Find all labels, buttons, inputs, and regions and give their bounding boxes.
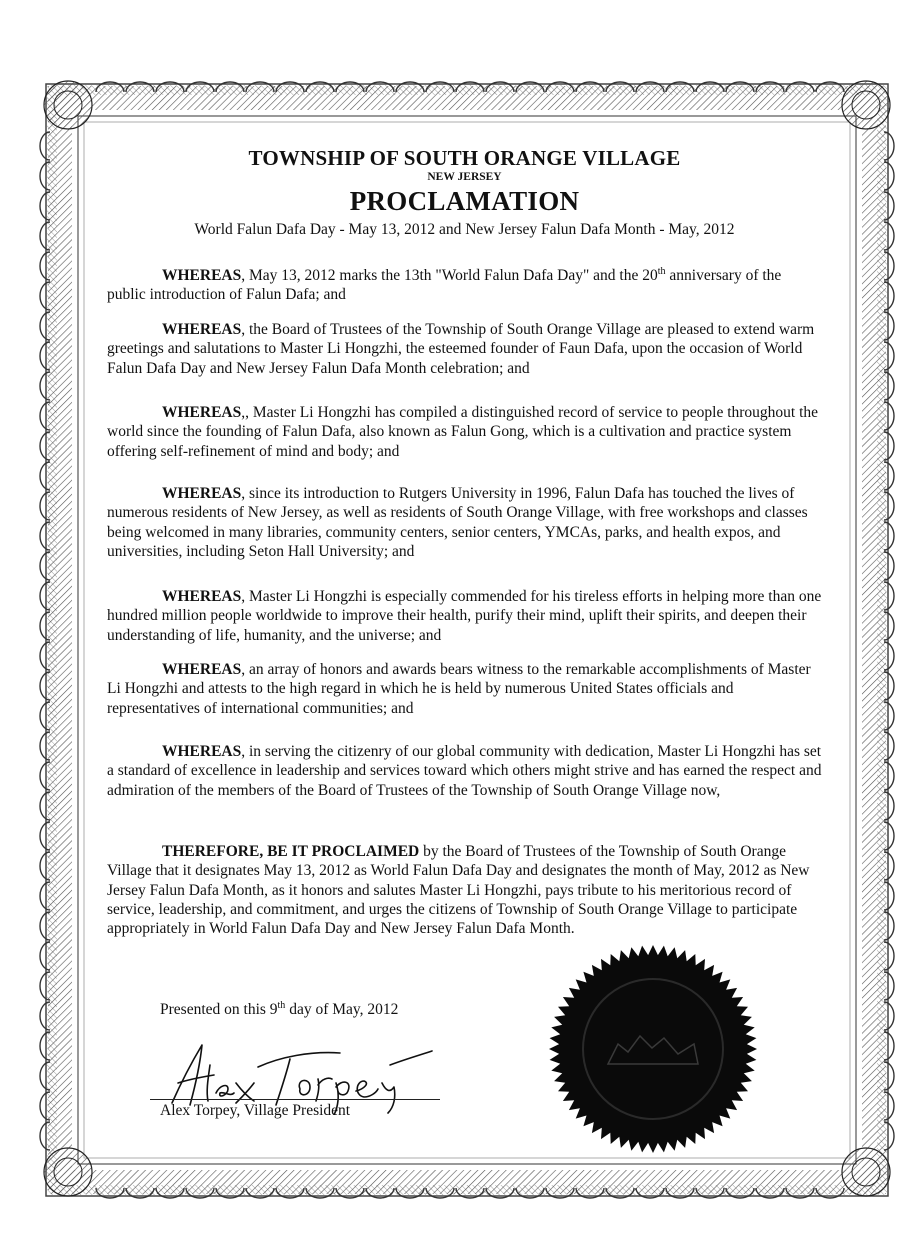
paragraph-lead: WHEREAS [162, 661, 242, 678]
township-heading: TOWNSHIP OF SOUTH ORANGE VILLAGE [248, 146, 681, 170]
paragraph-lead: WHEREAS [162, 404, 242, 421]
paragraph-lead: WHEREAS [162, 743, 242, 760]
whereas-paragraph-7 [107, 742, 822, 800]
state-heading: NEW JERSEY [427, 171, 502, 183]
paragraph-text: ,, Master Li Hongzhi has compiled a distinguished record of service to people throughout the world since the founding of Falun Dafa, also known as Falun Gong, which is a cultivation and practice system offering self-refinement of mind and body; and [107, 404, 819, 460]
ordinal-suffix: th [657, 266, 666, 277]
presented-text: day of May, 2012 [285, 1001, 399, 1019]
whereas-paragraph-2 [107, 320, 822, 378]
paragraph-text: by the Board of Trustees of the Township of South Orange Village that it designates May 13, 2012 as World Falun Dafa Day and designates the month of May, 2012 as New Jersey Falun Dafa Month, as it honors and salutes Master Li Hongzhi, pays tribute to his meritorious record of service, leadership, and commitment, and urges the citizens of Township of South Orange Village to participate appropriately in World Falun Dafa Day and New Jersey Falun Dafa Month. [107, 843, 810, 938]
paragraph-lead: WHEREAS [162, 321, 242, 338]
document-body [107, 146, 822, 938]
whereas-paragraph-6 [107, 660, 822, 718]
signature-line [150, 1099, 440, 1100]
presented-date [160, 1000, 398, 1019]
paragraph-text: , May 13, 2012 marks the 13th "World Falun Dafa Day" and the 20 [241, 267, 658, 285]
ordinal-suffix: th [277, 1000, 286, 1011]
paragraph-lead: THEREFORE, BE IT PROCLAIMED [162, 843, 420, 860]
paragraph-text: , the Board of Trustees of the Township of South Orange Village are pleased to extend warm greetings and salutations to Master Li Hongzhi, the esteemed founder of Faun Dafa, upon the occasion of World Falun Dafa Day and New Jersey Falun Dafa Month celebration; and [107, 321, 815, 377]
notary-seal-icon [548, 944, 758, 1154]
paragraph-text: , an array of honors and awards bears witness to the remarkable accomplishments of Master Li Hongzhi and attests to the high regard in which he is held by numerous United States officials and representatives of international communities; and [107, 661, 811, 717]
therefore-paragraph [107, 842, 822, 938]
whereas-paragraph-5 [107, 587, 822, 645]
paragraph-text: , Master Li Hongzhi is especially commended for his tireless efforts in helping more than one hundred million people worldwide to improve their health, purify their mind, uplift their spirits, and deepen their understanding of life, humanity, and the universe; and [107, 588, 822, 644]
whereas-paragraph-4 [107, 484, 822, 561]
paragraph-text: anniversary of the public introduction of Falun Dafa; and [107, 267, 782, 304]
paragraph-lead: WHEREAS [162, 588, 242, 605]
presented-text: Presented on this 9 [160, 1001, 278, 1019]
paragraph-lead: WHEREAS [162, 267, 242, 285]
proclamation-subtitle: World Falun Dafa Day - May 13, 2012 and New Jersey Falun Dafa Month - May, 2012 [194, 221, 735, 238]
whereas-paragraph-3 [107, 403, 822, 461]
seal-starburst [549, 945, 757, 1153]
signatory-name: Alex Torpey, Village President [160, 1102, 351, 1119]
paragraph-text: , in serving the citizenry of our global community with dedication, Master Li Hongzhi has set a standard of excellence in leadership and services toward which others might strive and has earned the respect and admiration of the members of the Board of Trustees of the Township of South Orange Village now, [107, 743, 822, 799]
whereas-paragraph-1 [107, 262, 822, 305]
paragraph-lead: WHEREAS [162, 485, 242, 502]
paragraph-text: , since its introduction to Rutgers University in 1996, Falun Dafa has touched the lives of numerous residents of New Jersey, as well as residents of South Orange Village, with free workshops and classes being welcomed in many libraries, community centers, senior centers, YMCAs, parks, and health expos, and universities, including Seton Hall University; and [107, 485, 808, 560]
proclamation-title: PROCLAMATION [349, 186, 580, 216]
